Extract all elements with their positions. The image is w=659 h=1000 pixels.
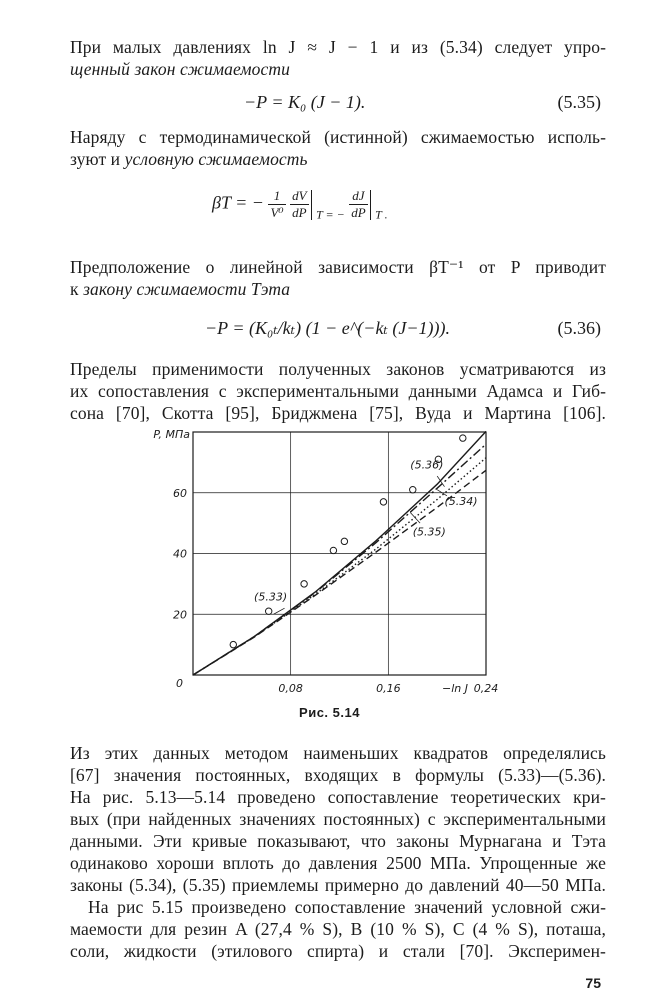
paragraph-line: [70, 58, 606, 80]
y-axis-label: P, МПа: [153, 428, 190, 441]
beta-mid: T = −: [316, 207, 345, 222]
data-point: [410, 487, 416, 493]
formula-beta: [212, 188, 388, 223]
paragraph-line: [70, 874, 606, 896]
annotation-leader: [274, 608, 285, 614]
chart-labels: [153, 428, 498, 695]
x-axis-label: −ln J: [442, 682, 468, 695]
beta-lhs: βT = −: [212, 192, 264, 213]
data-point: [230, 641, 236, 647]
x-tick-label: 0,08: [278, 682, 303, 695]
beta-end: T .: [375, 207, 388, 222]
text-italic: щенный закон сжимаемости: [70, 59, 290, 79]
fraction: $\frac{1}{\text{V⁰}}$: [270, 188, 284, 220]
text: маемости для резин A (27,4 % S), B (10 % S), C (4 % S), поташа,: [70, 919, 606, 939]
series-annotation: (5.36): [410, 458, 444, 472]
series-annotation: (5.35): [412, 525, 446, 539]
text-italic: условную сжимаемость: [124, 149, 308, 169]
paragraph-line: [70, 256, 606, 278]
paragraph-line: [70, 940, 606, 962]
data-point: [301, 581, 307, 587]
eval-bar: [370, 190, 371, 220]
text: их сопоставления с экспериментальными данными Адамса и Гиб-: [70, 381, 606, 401]
text: Из этих данных методом наименьших квадратов определялись: [70, 743, 606, 763]
text: законы (5.34), (5.35) приемлемы примерно до давлений 40—50 МПа.: [70, 875, 606, 895]
text: зуют и: [70, 149, 125, 169]
paragraph-line: [70, 126, 606, 148]
text-italic: закону сжимаемости Тэта: [83, 279, 291, 299]
text: На рис. 5.13—5.14 проведено сопоставление теоретических кри-: [70, 787, 606, 807]
text: Предположение о линейной зависимости βT⁻¹ от P приводит: [70, 257, 606, 277]
data-point: [460, 435, 466, 441]
data-point: [380, 499, 386, 505]
paragraph-line: [70, 808, 606, 830]
text: к: [70, 279, 84, 299]
series-annotation: (5.33): [254, 590, 288, 604]
data-point: [330, 547, 336, 553]
origin-label: 0: [176, 677, 183, 690]
text: вых (при найденных значениях постоянных) с экспериментальными: [70, 809, 606, 829]
text: одинаково хороши вплоть до давления 2500 МПа. Упрощенные же: [70, 853, 606, 873]
paragraph-line: [70, 36, 606, 58]
formula-5-36: −P = (K₀ₜ/kₜ) (1 − e^(−kₜ (J−1))).: [205, 318, 450, 338]
paragraph-line: [70, 148, 606, 170]
paragraph-line: [70, 742, 606, 764]
paragraph-line: [70, 764, 606, 786]
page-number: 75: [585, 975, 601, 991]
text: При малых давлениях ln J ≈ J − 1 и из (5.34) следует упро-: [70, 37, 606, 57]
y-tick-label: 40: [173, 547, 187, 561]
paragraph-line: [88, 896, 606, 918]
data-point: [265, 608, 271, 614]
equation-number: (5.36): [557, 318, 601, 338]
x-tick-label: 0,24: [473, 682, 499, 695]
figure-caption: Рис. 5.14: [299, 705, 360, 720]
paragraph-line: [70, 278, 606, 300]
fraction: $\frac{dV}{dP}$: [292, 188, 307, 220]
text: данными. Эти кривые показывают, что законы Мурнагана и Тэта: [70, 831, 606, 851]
paragraph-line: [70, 380, 606, 402]
x-tick-label: 0,16: [376, 682, 401, 695]
series-annotation: (5.34): [444, 494, 478, 508]
formula-5-35: −P = K₀ (J − 1).: [244, 92, 366, 112]
text: [67] значения постоянных, входящих в формулы (5.33)—(5.36).: [70, 765, 606, 785]
series-line: [193, 458, 486, 675]
paragraph-line: [70, 852, 606, 874]
paragraph-line: [70, 358, 606, 380]
data-point: [341, 538, 347, 544]
fraction: $\frac{dJ}{dP}$: [351, 188, 366, 220]
figure-5-14-chart: [0, 420, 659, 700]
text: На рис 5.15 произведено сопоставление значений условной сжи-: [88, 897, 606, 917]
paragraph-line: [70, 918, 606, 940]
equation-number: (5.35): [557, 92, 601, 112]
paragraph-line: [70, 830, 606, 852]
text: Пределы применимости полученных законов усматриваются из: [70, 359, 606, 379]
y-tick-label: 60: [173, 486, 187, 500]
eval-bar: [311, 190, 312, 220]
y-tick-label: 20: [173, 608, 187, 622]
text: соли, жидкости (этилового спирта) и стали [70]. Эксперимен-: [70, 941, 606, 961]
paragraph-line: [70, 786, 606, 808]
text: Наряду с термодинамической (истинной) сжимаемостью исполь-: [70, 127, 606, 147]
text: сона [70], Скотта [95], Бриджмена [75], Вуда и Мартина [106].: [70, 403, 606, 423]
